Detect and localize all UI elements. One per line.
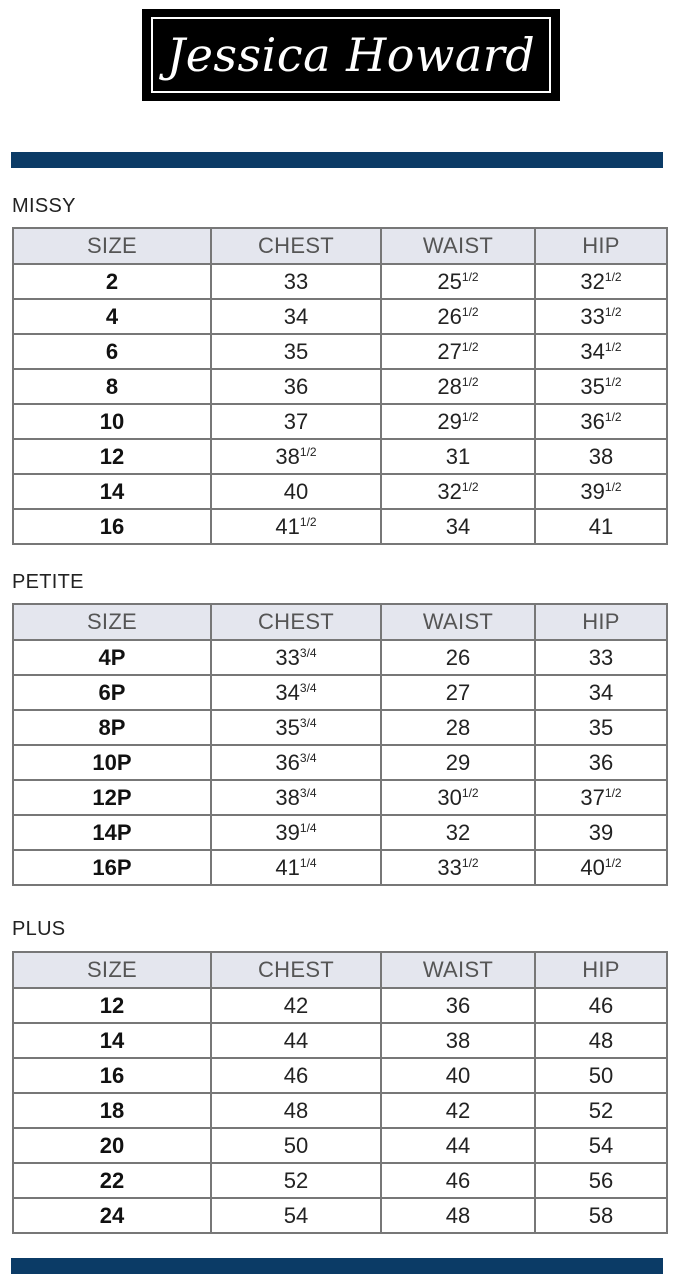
waist-cell: 40 [381,1058,535,1093]
hip-cell: $37^{1/2}$ [535,780,667,815]
waist-cell: 44 [381,1128,535,1163]
column-header-chest: CHEST [211,604,381,640]
size-cell: 16 [13,509,211,544]
table-row [13,334,667,369]
waist-cell: 34 [381,509,535,544]
column-header-size: SIZE [13,228,211,264]
column-header-size: SIZE [13,604,211,640]
fraction-superscript: 1/2 [299,444,317,459]
table-row [13,404,667,439]
chest-cell: 44 [211,1023,381,1058]
waist-cell: 46 [381,1163,535,1198]
chest-cell: $38^{3/4}$ [211,780,381,815]
fraction-superscript: 1/2 [461,339,479,354]
hip-cell: 34 [535,675,667,710]
chest-cell: 34 [211,299,381,334]
table-header-row [13,604,667,640]
waist-cell: 38 [381,1023,535,1058]
fraction-superscript: 1/2 [604,269,622,284]
table-row [13,780,667,815]
fraction-superscript: 1/2 [604,479,622,494]
hip-cell: $34^{1/2}$ [535,334,667,369]
fraction-superscript: 1/2 [461,304,479,319]
hip-cell: 58 [535,1198,667,1233]
brand-logo [142,9,560,101]
table-row [13,1058,667,1093]
waist-cell: 42 [381,1093,535,1128]
hip-cell: 36 [535,745,667,780]
waist-cell: $26^{1/2}$ [381,299,535,334]
waist-cell: $27^{1/2}$ [381,334,535,369]
chest-cell: 50 [211,1128,381,1163]
column-header-waist: WAIST [381,604,535,640]
hip-cell: $40^{1/2}$ [535,850,667,885]
column-header-waist: WAIST [381,228,535,264]
bottom-divider-bar [11,1258,663,1274]
hip-cell: 39 [535,815,667,850]
size-cell: 4P [13,640,211,675]
waist-cell: $30^{1/2}$ [381,780,535,815]
fraction-superscript: 3/4 [299,645,317,660]
fraction-superscript: 1/2 [461,785,479,800]
size-cell: 14P [13,815,211,850]
column-header-chest: CHEST [211,228,381,264]
fraction-superscript: 3/4 [299,750,317,765]
chest-cell: 52 [211,1163,381,1198]
table-row [13,745,667,780]
chest-cell: 37 [211,404,381,439]
fraction-superscript: 3/4 [299,785,317,800]
chest-cell: $38^{1/2}$ [211,439,381,474]
table-row [13,675,667,710]
fraction-superscript: 1/2 [604,855,622,870]
hip-cell: 48 [535,1023,667,1058]
hip-cell: $32^{1/2}$ [535,264,667,299]
fraction-superscript: 1/2 [299,514,317,529]
section-label-plus: PLUS [12,918,66,940]
size-cell: 6P [13,675,211,710]
hip-cell: 54 [535,1128,667,1163]
hip-cell: 38 [535,439,667,474]
size-cell: 20 [13,1128,211,1163]
table-row [13,640,667,675]
column-header-hip: HIP [535,952,667,988]
chest-cell: $39^{1/4}$ [211,815,381,850]
waist-cell: 36 [381,988,535,1023]
hip-cell: $39^{1/2}$ [535,474,667,509]
size-table-petite [12,603,668,886]
hip-cell: $35^{1/2}$ [535,369,667,404]
table-row [13,988,667,1023]
column-header-hip: HIP [535,604,667,640]
section-label-missy: MISSY [12,195,76,217]
waist-cell: 29 [381,745,535,780]
top-divider-bar [11,152,663,168]
fraction-superscript: 1/2 [604,374,622,389]
size-cell: 2 [13,264,211,299]
size-cell: 8 [13,369,211,404]
table-row [13,1023,667,1058]
section-label-petite: PETITE [12,571,84,593]
size-cell: 14 [13,474,211,509]
size-cell: 10 [13,404,211,439]
hip-cell: 35 [535,710,667,745]
size-cell: 10P [13,745,211,780]
fraction-superscript: 1/4 [299,820,317,835]
size-cell: 8P [13,710,211,745]
chest-cell: $36^{3/4}$ [211,745,381,780]
size-cell: 18 [13,1093,211,1128]
waist-cell: 32 [381,815,535,850]
waist-cell: $32^{1/2}$ [381,474,535,509]
hip-cell: 52 [535,1093,667,1128]
table-row [13,369,667,404]
waist-cell: 31 [381,439,535,474]
size-cell: 12P [13,780,211,815]
hip-cell: 41 [535,509,667,544]
fraction-superscript: 1/2 [604,785,622,800]
size-cell: 12 [13,988,211,1023]
chest-cell: 33 [211,264,381,299]
table-row [13,439,667,474]
fraction-superscript: 1/4 [299,855,317,870]
size-table-missy [12,227,668,545]
fraction-superscript: 1/2 [604,339,622,354]
fraction-superscript: 1/2 [604,304,622,319]
size-cell: 22 [13,1163,211,1198]
size-cell: 6 [13,334,211,369]
table-row [13,1128,667,1163]
column-header-hip: HIP [535,228,667,264]
hip-cell: 50 [535,1058,667,1093]
table-row [13,815,667,850]
chest-cell: $34^{3/4}$ [211,675,381,710]
chest-cell: 48 [211,1093,381,1128]
waist-cell: 28 [381,710,535,745]
fraction-superscript: 1/2 [604,409,622,424]
fraction-superscript: 3/4 [299,680,317,695]
size-cell: 12 [13,439,211,474]
waist-cell: 27 [381,675,535,710]
fraction-superscript: 1/2 [461,374,479,389]
chest-cell: 54 [211,1198,381,1233]
table-row [13,474,667,509]
waist-cell: $28^{1/2}$ [381,369,535,404]
column-header-size: SIZE [13,952,211,988]
brand-logo-frame [151,17,551,93]
waist-cell: $33^{1/2}$ [381,850,535,885]
chest-cell: 46 [211,1058,381,1093]
column-header-chest: CHEST [211,952,381,988]
table-row [13,850,667,885]
waist-cell: $25^{1/2}$ [381,264,535,299]
table-header-row [13,228,667,264]
fraction-superscript: 1/2 [461,479,479,494]
hip-cell: 33 [535,640,667,675]
fraction-superscript: 1/2 [461,855,479,870]
chest-cell: 35 [211,334,381,369]
chest-cell: 40 [211,474,381,509]
chest-cell: 36 [211,369,381,404]
size-cell: 16 [13,1058,211,1093]
column-header-waist: WAIST [381,952,535,988]
fraction-superscript: 1/2 [461,269,479,284]
hip-cell: 46 [535,988,667,1023]
hip-cell: $33^{1/2}$ [535,299,667,334]
size-cell: 16P [13,850,211,885]
chest-cell: $41^{1/2}$ [211,509,381,544]
hip-cell: 56 [535,1163,667,1198]
hip-cell: $36^{1/2}$ [535,404,667,439]
chest-cell: $35^{3/4}$ [211,710,381,745]
table-row [13,264,667,299]
size-cell: 24 [13,1198,211,1233]
fraction-superscript: 3/4 [299,715,317,730]
table-row [13,1163,667,1198]
size-cell: 14 [13,1023,211,1058]
table-row [13,710,667,745]
fraction-superscript: 1/2 [461,409,479,424]
table-header-row [13,952,667,988]
waist-cell: 48 [381,1198,535,1233]
brand-name: Jessica Howard [166,28,536,82]
table-row [13,299,667,334]
table-row [13,1093,667,1128]
size-cell: 4 [13,299,211,334]
chest-cell: $41^{1/4}$ [211,850,381,885]
table-row [13,1198,667,1233]
table-row [13,509,667,544]
waist-cell: $29^{1/2}$ [381,404,535,439]
waist-cell: 26 [381,640,535,675]
size-table-plus [12,951,668,1234]
chest-cell: 42 [211,988,381,1023]
chest-cell: $33^{3/4}$ [211,640,381,675]
